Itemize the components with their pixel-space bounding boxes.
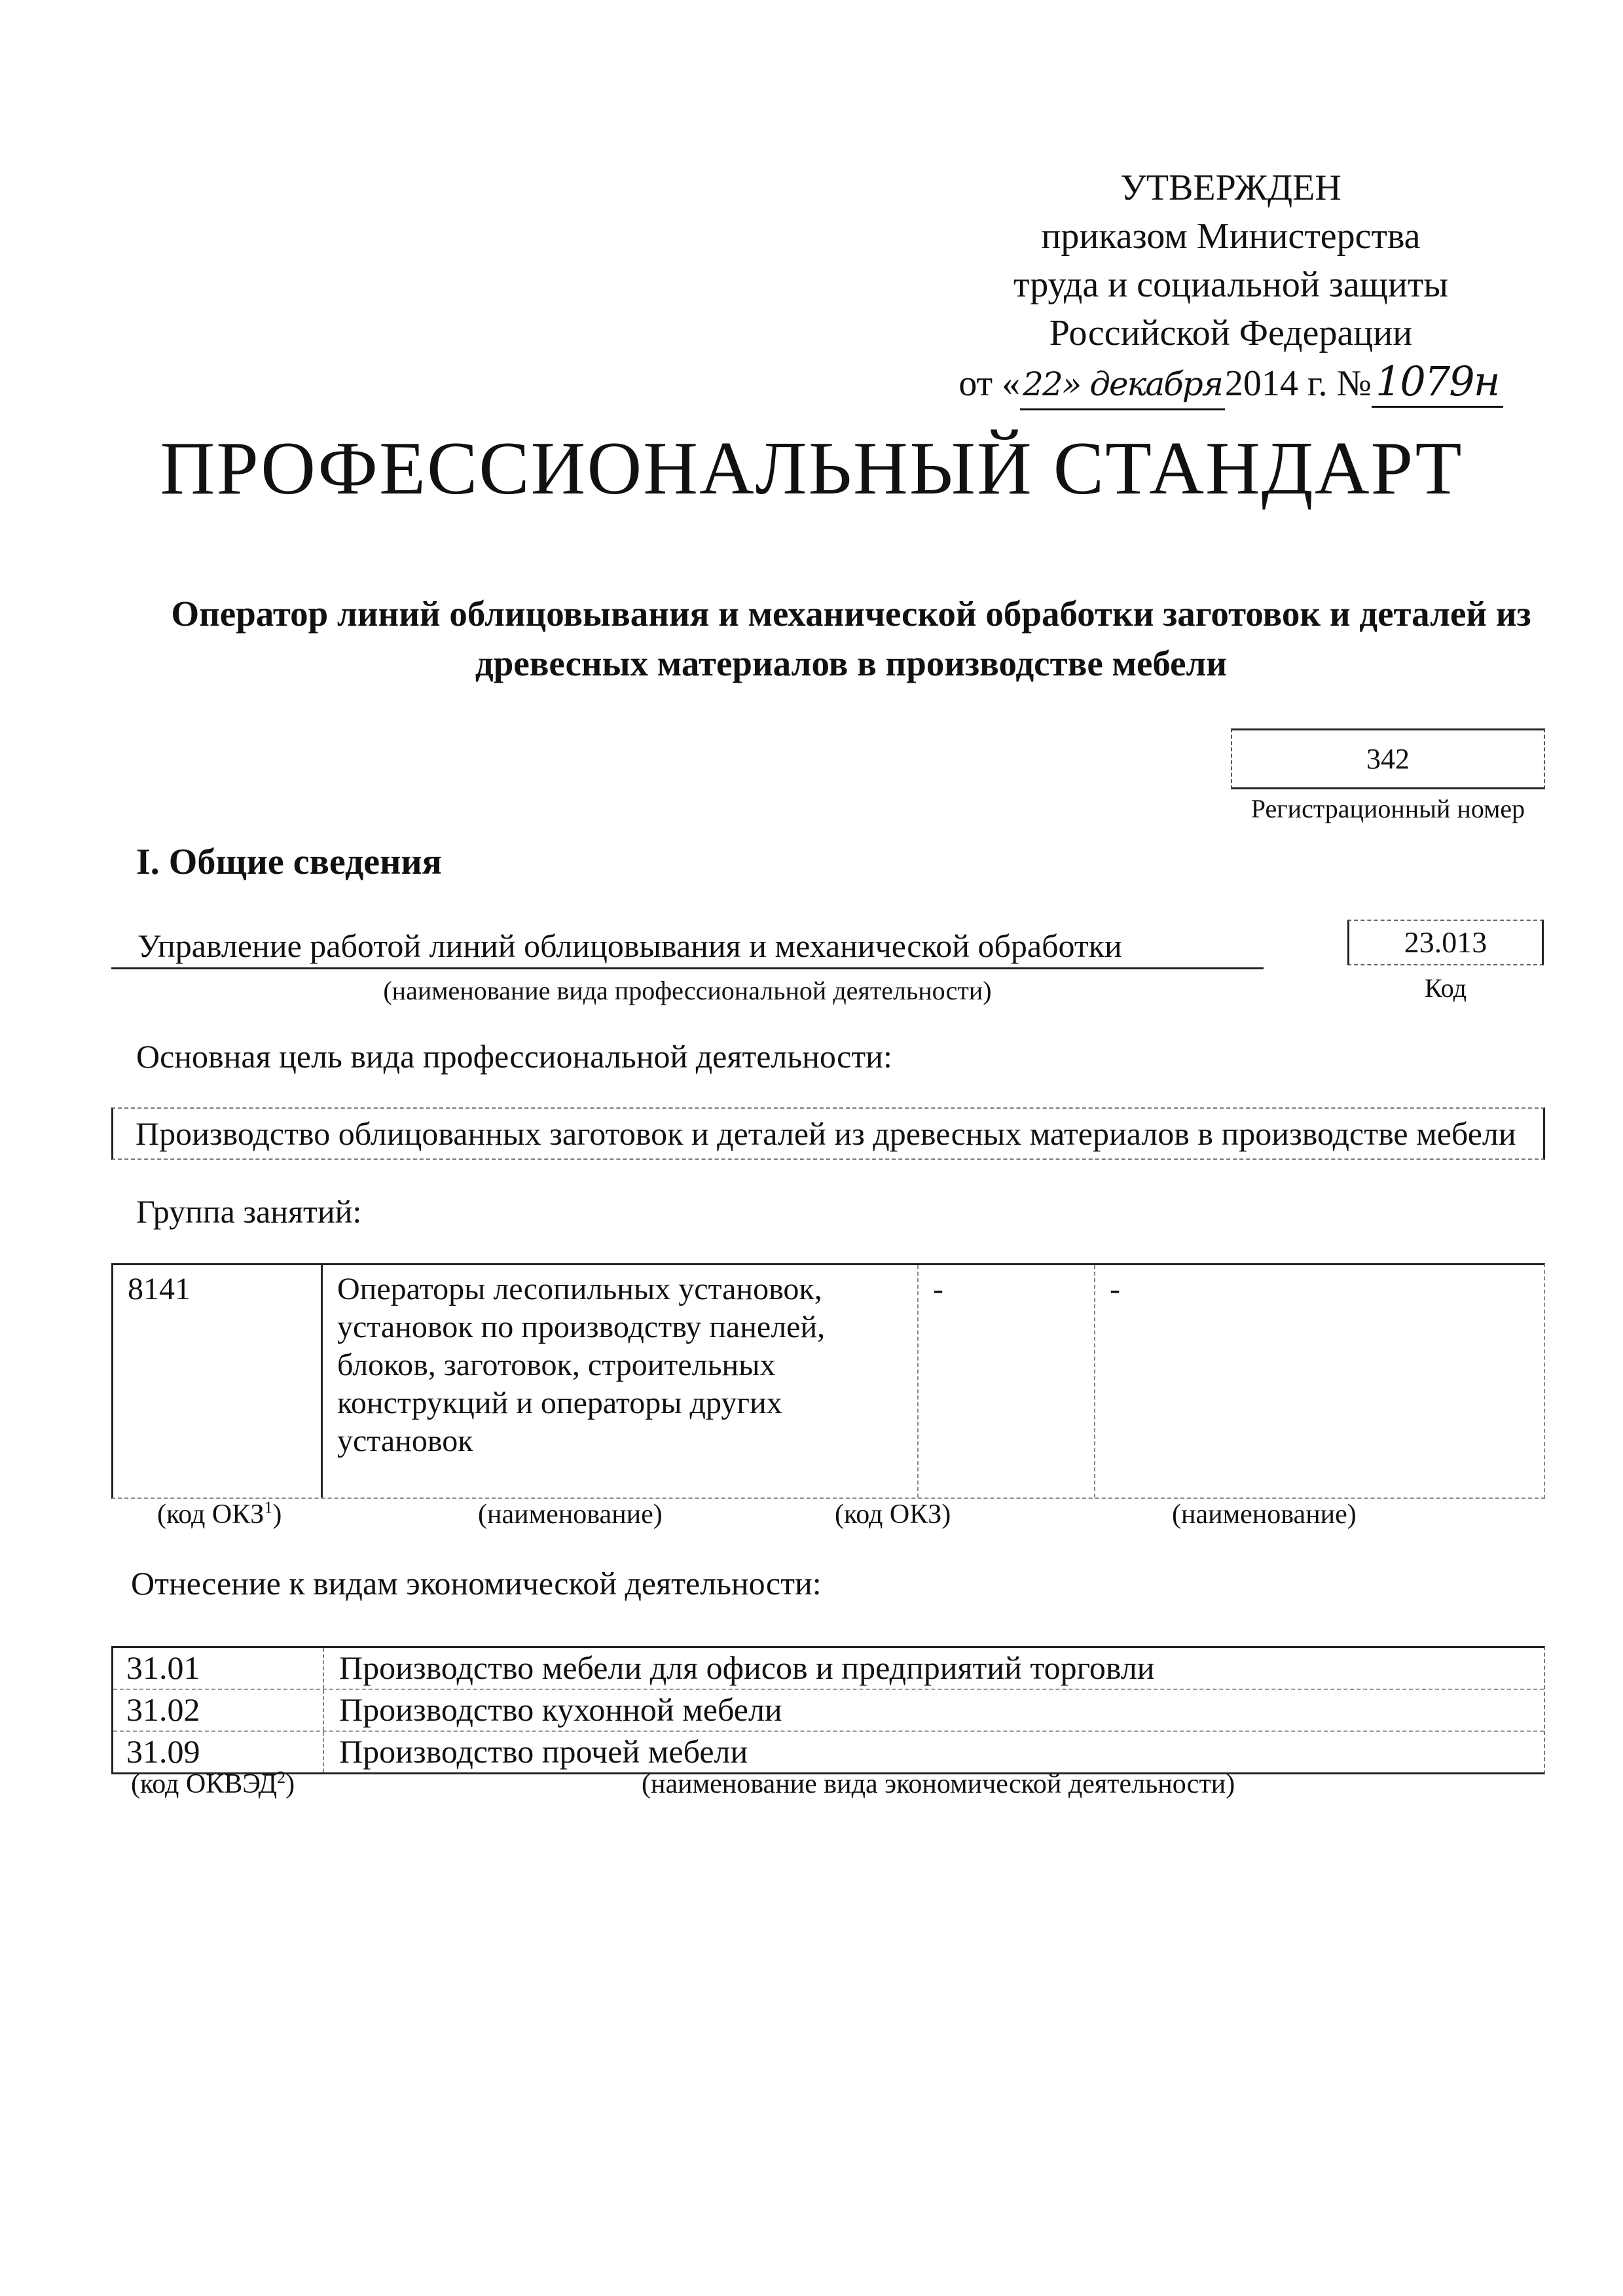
table-row bbox=[113, 1690, 1544, 1732]
okz-code-caption-1-text: (код ОКЗ bbox=[157, 1499, 264, 1530]
activity-name-caption: (наименование вида профессиональной деятельности) bbox=[383, 976, 992, 1005]
handwritten-order-number: 1079н bbox=[1372, 357, 1503, 408]
okved-name: Производство мебели для офисов и предприятий торговли bbox=[339, 1649, 1155, 1686]
okz-name-cell-2: - bbox=[1110, 1272, 1120, 1306]
approval-line-2: приказом Министерства bbox=[1041, 216, 1421, 257]
approval-line-3: труда и социальной защиты bbox=[1013, 264, 1448, 305]
occupation-table bbox=[111, 1263, 1545, 1499]
okz-name-caption-1: (наименование) bbox=[478, 1499, 663, 1530]
goal-label: Основная цель вида профессиональной деятельности: bbox=[136, 1038, 892, 1075]
table-row bbox=[113, 1648, 1544, 1690]
okz-code-cell-1: 8141 bbox=[113, 1265, 323, 1498]
okz-code-caption-1-end: ) bbox=[272, 1499, 282, 1530]
okved-code-caption-text: (код ОКВЭД bbox=[131, 1769, 278, 1799]
okz-code-cell-2: - bbox=[919, 1265, 1095, 1498]
activity-name: Управление работой линий облицовывания и механической обработки bbox=[111, 924, 1264, 969]
document-subtitle: Оператор линий облицовывания и механической обработки заготовок и деталей из древесных материалов в производстве мебели bbox=[171, 594, 1531, 683]
okved-code: 31.09 bbox=[126, 1733, 200, 1770]
economic-activity-name-caption: (наименование вида экономической деятельности) bbox=[642, 1769, 1235, 1799]
table-row bbox=[113, 1732, 1544, 1772]
okz-name-cell-1: Операторы лесопильных установок, установок по производству панелей, блоков, заготовок, строительных конструкций и операторы других установок bbox=[323, 1265, 919, 1498]
okz-code-caption-2: (код ОКЗ) bbox=[835, 1499, 951, 1530]
date-prefix: от « bbox=[958, 363, 1021, 404]
section-heading: I. Общие сведения bbox=[136, 842, 442, 882]
okved-code-caption bbox=[131, 1768, 295, 1800]
approval-block bbox=[903, 164, 1558, 410]
okved-name: Производство кухонной мебели bbox=[339, 1691, 782, 1728]
column-divider bbox=[323, 1648, 324, 1689]
economic-activity-label: Отнесение к видам экономической деятельности: bbox=[131, 1565, 822, 1602]
footnote-ref-2: 2 bbox=[277, 1768, 286, 1787]
okved-code-caption-end: ) bbox=[285, 1769, 295, 1799]
registration-number-box: 342 bbox=[1231, 728, 1545, 789]
document-title: ПРОФЕССИОНАЛЬНЫЙ СТАНДАРТ bbox=[160, 427, 1463, 511]
okved-code: 31.02 bbox=[126, 1691, 200, 1728]
occupation-group-label: Группа занятий: bbox=[136, 1193, 362, 1230]
footnote-ref-1: 1 bbox=[264, 1498, 273, 1517]
handwritten-date: 22» декабря bbox=[1020, 360, 1225, 410]
approval-line-4: Российской Федерации bbox=[1049, 313, 1413, 353]
registration-number-label: Регистрационный номер bbox=[1250, 794, 1525, 823]
goal-text-box: Производство облицованных заготовок и деталей из древесных материалов в производстве мебели bbox=[111, 1107, 1545, 1160]
approval-line-1: УТВЕРЖДЕН bbox=[1120, 168, 1341, 208]
date-year: 2014 г. № bbox=[1224, 363, 1372, 404]
okved-code: 31.01 bbox=[126, 1649, 200, 1686]
column-divider bbox=[323, 1732, 324, 1772]
okz-code-caption-1 bbox=[157, 1499, 282, 1530]
okz-name-caption-2: (наименование) bbox=[1172, 1499, 1357, 1530]
activity-code-caption: Код bbox=[1425, 973, 1467, 1003]
okved-table bbox=[111, 1646, 1545, 1774]
approval-date-line bbox=[903, 357, 1558, 410]
activity-code-box: 23.013 bbox=[1347, 920, 1544, 965]
okved-name: Производство прочей мебели bbox=[339, 1733, 748, 1770]
column-divider bbox=[323, 1690, 324, 1731]
